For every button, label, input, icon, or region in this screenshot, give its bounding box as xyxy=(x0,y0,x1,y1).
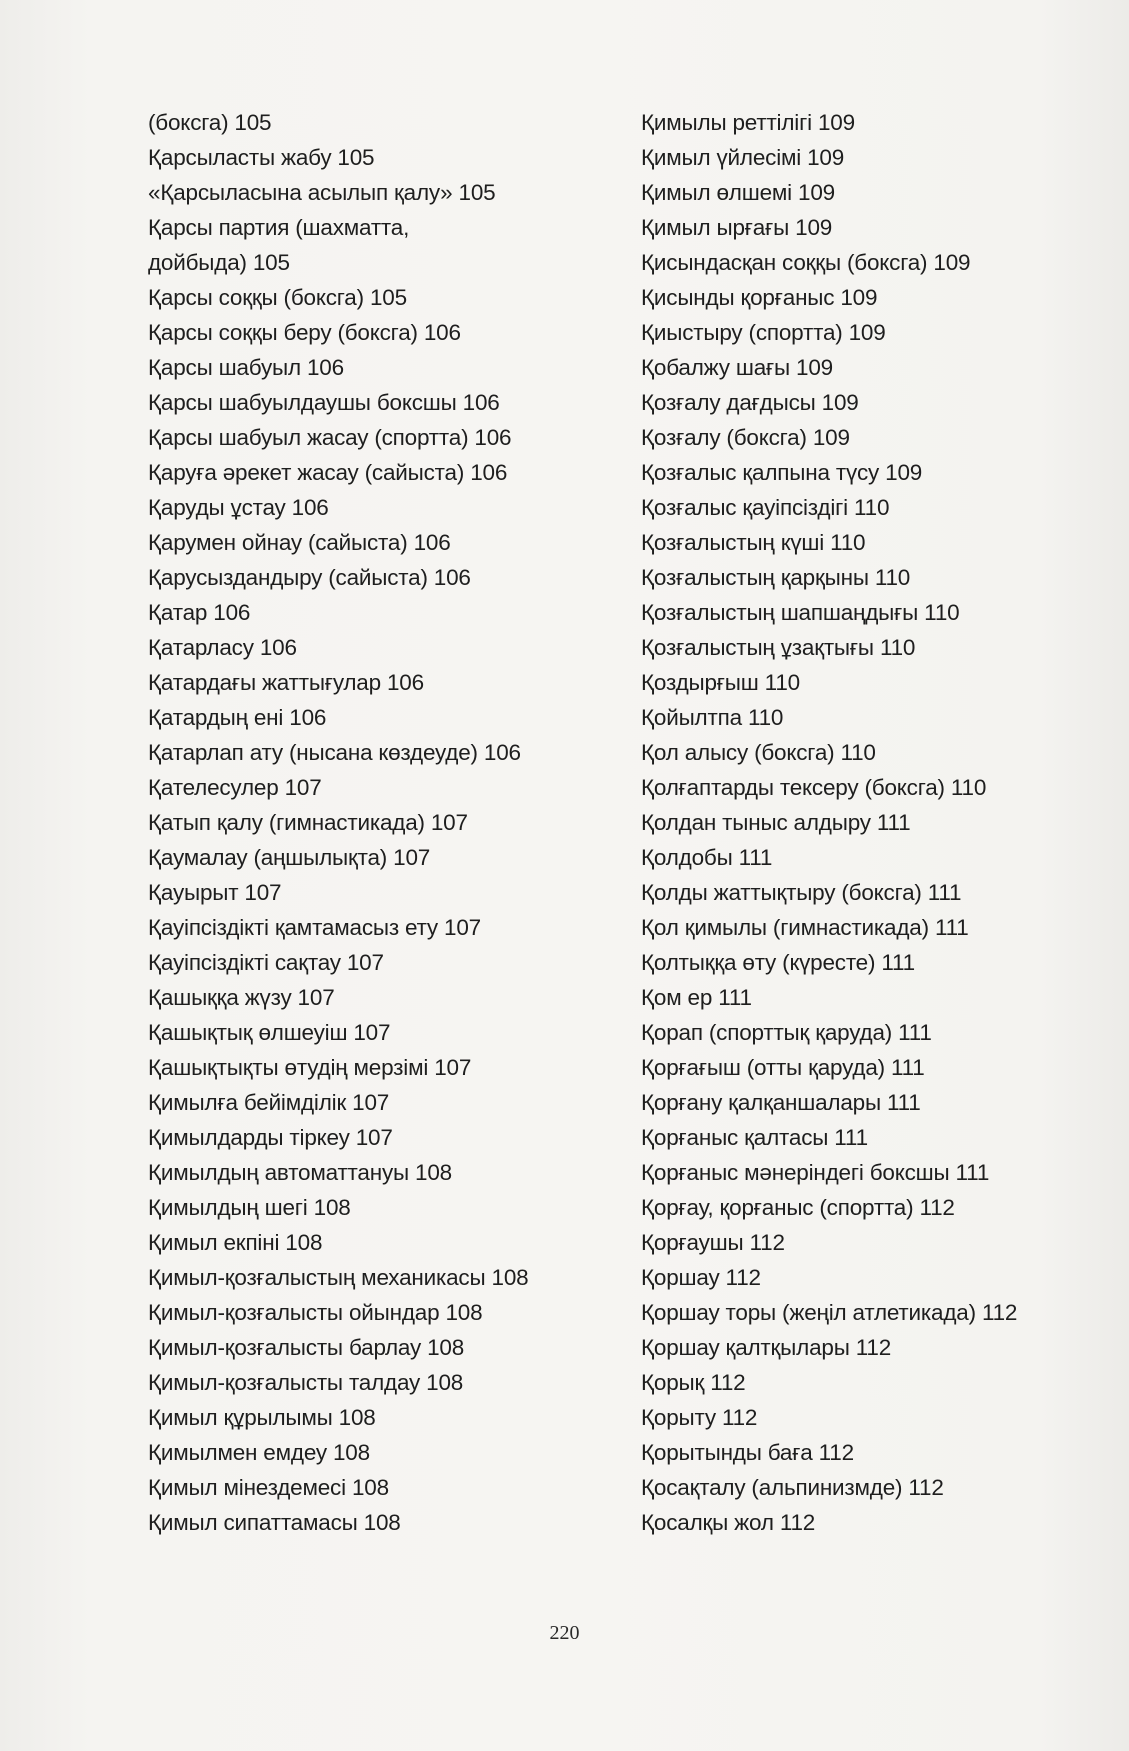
index-entry: Қорап (спорттық қаруда) 111 xyxy=(641,1020,932,1045)
index-entry: Қауіпсіздікті қамтамасыз ету 107 xyxy=(148,915,481,940)
index-entry: Қимыл сипаттамасы 108 xyxy=(148,1510,401,1535)
index-entry: Қатар 106 xyxy=(148,600,251,625)
index-entry: Қолтыққа өту (күресте) 111 xyxy=(641,950,915,975)
index-entry: Қаруды ұстау 106 xyxy=(148,495,329,520)
index-entry: Қарсы шабуылдаушы боксшы 106 xyxy=(148,390,500,415)
index-entry: Қозғалыстың шапшаңдығы 110 xyxy=(641,600,960,625)
index-entry: Қимылмен емдеу 108 xyxy=(148,1440,370,1465)
index-entry: Қимылдарды тіркеу 107 xyxy=(148,1125,393,1150)
index-column-left xyxy=(148,105,588,1540)
index-entry: Қимыл-қозғалысты талдау 108 xyxy=(148,1370,464,1395)
index-entry: Қоршау 112 xyxy=(641,1265,761,1290)
index-entry: Қоздырғыш 110 xyxy=(641,670,800,695)
index-entry: Қашықтықты өтудің мерзімі 107 xyxy=(148,1055,472,1080)
index-entry: Қорық 112 xyxy=(641,1370,746,1395)
index-entry: Қарсы шабуыл жасау (спортта) 106 xyxy=(148,425,512,450)
index-entry: Қорғаныс мәнеріндегі боксшы 111 xyxy=(641,1160,990,1185)
index-entry: Қарусыздандыру (сайыста) 106 xyxy=(148,565,471,590)
index-entry: Қозғалу дағдысы 109 xyxy=(641,390,859,415)
index-entry: Қорғау, қорғаныс (спортта) 112 xyxy=(641,1195,955,1220)
index-entry: Қашықтық өлшеуіш 107 xyxy=(148,1020,391,1045)
index-entry: Қатып қалу (гимнастикада) 107 xyxy=(148,810,468,835)
index-entry: Қозғалу (боксга) 109 xyxy=(641,425,850,450)
index-entry: Қимыл құрылымы 108 xyxy=(148,1405,376,1430)
index-entry: Қобалжу шағы 109 xyxy=(641,355,833,380)
index-entry: Қарсы партия (шахматта, xyxy=(148,215,410,240)
index-entry: Қарумен ойнау (сайыста) 106 xyxy=(148,530,451,555)
index-entry: Қарсы шабуыл 106 xyxy=(148,355,344,380)
index-entry: Қаруға әрекет жасау (сайыста) 106 xyxy=(148,460,508,485)
index-entry: Қол қимылы (гимнастикада) 111 xyxy=(641,915,969,940)
index-entry: Қорғаныс қалтасы 111 xyxy=(641,1125,868,1150)
index-entry: Қимыл мінездемесі 108 xyxy=(148,1475,389,1500)
index-entry: Қатарласу 106 xyxy=(148,635,297,660)
index-entry: Қозғалыстың ұзақтығы 110 xyxy=(641,635,916,660)
index-entry: Қисынды қорғаныс 109 xyxy=(641,285,878,310)
index-entry: Қимыл-қозғалысты барлау 108 xyxy=(148,1335,465,1360)
index-entry: Қимыл-қозғалыстың механикасы 108 xyxy=(148,1265,529,1290)
index-entry: Қозғалыс қалпына түсу 109 xyxy=(641,460,923,485)
index-entry: Қателесулер 107 xyxy=(148,775,322,800)
index-entry: Қорыту 112 xyxy=(641,1405,758,1430)
index-entry: Қисындасқан соққы (боксга) 109 xyxy=(641,250,971,275)
index-entry: Қорғағыш (отты қаруда) 111 xyxy=(641,1055,925,1080)
index-entry: Қауырыт 107 xyxy=(148,880,282,905)
index-entry: Қолдобы 111 xyxy=(641,845,773,870)
index-entry: Қатардың ені 106 xyxy=(148,705,327,730)
index-entry: Қозғалыстың қарқыны 110 xyxy=(641,565,911,590)
index-entry: Қорытынды баға 112 xyxy=(641,1440,854,1465)
index-entry: Қимыл үйлесімі 109 xyxy=(641,145,845,170)
index-entry: Қолды жаттықтыру (боксга) 111 xyxy=(641,880,962,905)
index-entry: (боксга) 105 xyxy=(148,110,272,135)
index-entry: Қимыл ырғағы 109 xyxy=(641,215,833,240)
index-entry: Қимылдың автоматтануы 108 xyxy=(148,1160,452,1185)
index-entry: Қарсы соққы (боксга) 105 xyxy=(148,285,407,310)
index-entry: Қимыл-қозғалысты ойындар 108 xyxy=(148,1300,483,1325)
index-entry: Қоршау қалтқылары 112 xyxy=(641,1335,892,1360)
index-entry: Қимылдың шегі 108 xyxy=(148,1195,351,1220)
page-number: 220 xyxy=(549,1622,580,1644)
index-entry: Қосалқы жол 112 xyxy=(641,1510,816,1535)
index-entry: Қорғану қалқаншалары 111 xyxy=(641,1090,921,1115)
index-entry: Қол алысу (боксга) 110 xyxy=(641,740,876,765)
index-entry: Қатардағы жаттығулар 106 xyxy=(148,670,424,695)
index-entry: Қиыстыру (спортта) 109 xyxy=(641,320,886,345)
index-entry: Қолдан тыныс алдыру 111 xyxy=(641,810,911,835)
index-entry: Қашыққа жүзу 107 xyxy=(148,985,335,1010)
index-entry: Қозғалыс қауіпсіздігі 110 xyxy=(641,495,890,520)
index-entry: Қозғалыстың күші 110 xyxy=(641,530,866,555)
index-entry: «Қарсыласына асылып қалу» 105 xyxy=(148,180,496,205)
index-entry: Қимыл өлшемі 109 xyxy=(641,180,835,205)
index-entry: Қимылға бейімділік 107 xyxy=(148,1090,390,1115)
index-column-right xyxy=(641,105,1081,1540)
index-entry: Қолғаптарды тексеру (боксга) 110 xyxy=(641,775,987,800)
index-entry: Қимылы реттілігі 109 xyxy=(641,110,855,135)
index-entry: Қоршау торы (жеңіл атлетикада) 112 xyxy=(641,1300,1018,1325)
index-entry: Қосақталу (альпинизмде) 112 xyxy=(641,1475,944,1500)
index-entry: Қатарлап ату (нысана көздеуде) 106 xyxy=(148,740,521,765)
index-entry: Қимыл екпіні 108 xyxy=(148,1230,323,1255)
index-entry: Қарсыласты жабу 105 xyxy=(148,145,375,170)
index-entry: Қорғаушы 112 xyxy=(641,1230,785,1255)
index-entry: дойбыда) 105 xyxy=(148,250,290,275)
index-entry: Қаумалау (аңшылықта) 107 xyxy=(148,845,431,870)
index-entry: Қарсы соққы беру (боксга) 106 xyxy=(148,320,461,345)
index-entry: Қойылтпа 110 xyxy=(641,705,784,730)
index-entry: Қауіпсіздікті сақтау 107 xyxy=(148,950,384,975)
index-entry: Қом ер 111 xyxy=(641,985,752,1010)
